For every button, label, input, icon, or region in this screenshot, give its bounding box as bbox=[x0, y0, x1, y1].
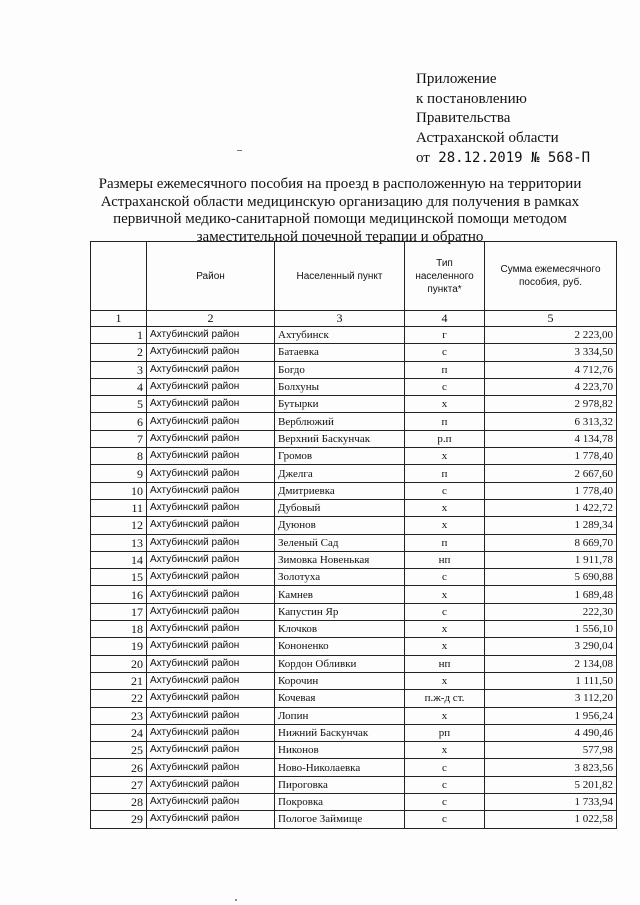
locality-cell: Золотуха bbox=[275, 569, 405, 586]
locality-cell: Пологое Займище bbox=[275, 811, 405, 828]
row-number: 12 bbox=[91, 517, 147, 534]
table-row bbox=[91, 361, 617, 378]
row-number: 27 bbox=[91, 776, 147, 793]
locality-type-cell: с bbox=[405, 344, 485, 361]
district-cell: Ахтубинский район bbox=[147, 551, 275, 568]
district-cell: Ахтубинский район bbox=[147, 448, 275, 465]
locality-cell: Капустин Яр bbox=[275, 603, 405, 620]
table-row bbox=[91, 621, 617, 638]
title-line: заместительной почечной терапии и обратно bbox=[196, 228, 484, 245]
district-cell: Ахтубинский район bbox=[147, 724, 275, 741]
locality-cell: Камнев bbox=[275, 586, 405, 603]
column-number-row bbox=[91, 311, 617, 327]
locality-type-cell: с bbox=[405, 759, 485, 776]
district-cell: Ахтубинский район bbox=[147, 534, 275, 551]
table-row bbox=[91, 707, 617, 724]
table-row bbox=[91, 499, 617, 516]
amount-cell: 1 289,34 bbox=[485, 517, 617, 534]
locality-cell: Бутырки bbox=[275, 396, 405, 413]
title-line: Размеры ежемесячного пособия на проезд в расположенную на территории bbox=[98, 176, 582, 192]
row-number: 3 bbox=[91, 361, 147, 378]
amount-cell: 1 733,94 bbox=[485, 794, 617, 811]
district-cell: Ахтубинский район bbox=[147, 430, 275, 447]
district-cell: Ахтубинский район bbox=[147, 672, 275, 689]
locality-cell: Клочков bbox=[275, 621, 405, 638]
amount-cell: 4 134,78 bbox=[485, 430, 617, 447]
attachment-line: Приложение bbox=[416, 71, 497, 87]
locality-cell: Дмитриевка bbox=[275, 482, 405, 499]
locality-type-cell: х bbox=[405, 517, 485, 534]
row-number: 17 bbox=[91, 603, 147, 620]
locality-type-cell: п.ж-д ст. bbox=[405, 690, 485, 707]
table-row bbox=[91, 569, 617, 586]
district-cell: Ахтубинский район bbox=[147, 655, 275, 672]
locality-cell: Нижний Баскунчак bbox=[275, 724, 405, 741]
table-row bbox=[91, 551, 617, 568]
amount-cell: 5 690,88 bbox=[485, 569, 617, 586]
district-cell: Ахтубинский район bbox=[147, 794, 275, 811]
amount-cell: 1 022,58 bbox=[485, 811, 617, 828]
district-cell: Ахтубинский район bbox=[147, 603, 275, 620]
district-cell: Ахтубинский район bbox=[147, 586, 275, 603]
locality-type-cell: п bbox=[405, 413, 485, 430]
locality-cell: Болхуны bbox=[275, 378, 405, 395]
district-cell: Ахтубинский район bbox=[147, 465, 275, 482]
locality-cell: Зимовка Новенькая bbox=[275, 551, 405, 568]
locality-type-cell: х bbox=[405, 672, 485, 689]
district-cell: Ахтубинский район bbox=[147, 707, 275, 724]
row-number: 10 bbox=[91, 482, 147, 499]
locality-cell: Кочевая bbox=[275, 690, 405, 707]
column-number: 2 bbox=[147, 311, 275, 327]
locality-cell: Лопин bbox=[275, 707, 405, 724]
amount-cell: 3 334,50 bbox=[485, 344, 617, 361]
locality-type-cell: х bbox=[405, 586, 485, 603]
locality-cell: Ново-Николаевка bbox=[275, 759, 405, 776]
table-row bbox=[91, 655, 617, 672]
amount-cell: 1 778,40 bbox=[485, 448, 617, 465]
header-cell-locality: Населенный пункт bbox=[275, 242, 405, 311]
district-cell: Ахтубинский район bbox=[147, 361, 275, 378]
locality-type-cell: с bbox=[405, 378, 485, 395]
row-number: 1 bbox=[91, 327, 147, 344]
table-row bbox=[91, 327, 617, 344]
table-row bbox=[91, 690, 617, 707]
resolution-date-line bbox=[416, 149, 626, 169]
locality-cell: Зеленый Сад bbox=[275, 534, 405, 551]
locality-cell: Верхний Баскунчак bbox=[275, 430, 405, 447]
row-number: 25 bbox=[91, 742, 147, 759]
amount-cell: 1 911,78 bbox=[485, 551, 617, 568]
locality-type-cell: п bbox=[405, 361, 485, 378]
amount-cell: 222,30 bbox=[485, 603, 617, 620]
district-cell: Ахтубинский район bbox=[147, 344, 275, 361]
locality-type-cell: п bbox=[405, 534, 485, 551]
row-number: 16 bbox=[91, 586, 147, 603]
amount-cell: 1 956,24 bbox=[485, 707, 617, 724]
table-row bbox=[91, 776, 617, 793]
locality-cell: Дуюнов bbox=[275, 517, 405, 534]
locality-cell: Покровка bbox=[275, 794, 405, 811]
locality-type-cell: п bbox=[405, 465, 485, 482]
scan-mark bbox=[237, 150, 242, 151]
header-cell-district: Район bbox=[147, 242, 275, 311]
locality-cell: Громов bbox=[275, 448, 405, 465]
row-number: 18 bbox=[91, 621, 147, 638]
amount-cell: 2 223,00 bbox=[485, 327, 617, 344]
locality-type-cell: г bbox=[405, 327, 485, 344]
locality-type-cell: х bbox=[405, 448, 485, 465]
locality-type-cell: рп bbox=[405, 724, 485, 741]
row-number: 26 bbox=[91, 759, 147, 776]
row-number: 24 bbox=[91, 724, 147, 741]
locality-cell: Кордон Обливки bbox=[275, 655, 405, 672]
amount-cell: 577,98 bbox=[485, 742, 617, 759]
amount-cell: 4 712,76 bbox=[485, 361, 617, 378]
row-number: 13 bbox=[91, 534, 147, 551]
locality-type-cell: с bbox=[405, 776, 485, 793]
district-cell: Ахтубинский район bbox=[147, 499, 275, 516]
district-cell: Ахтубинский район bbox=[147, 327, 275, 344]
row-number: 8 bbox=[91, 448, 147, 465]
locality-type-cell: х bbox=[405, 707, 485, 724]
amount-cell: 2 667,60 bbox=[485, 465, 617, 482]
locality-type-cell: с bbox=[405, 603, 485, 620]
district-cell: Ахтубинский район bbox=[147, 638, 275, 655]
locality-type-cell: х bbox=[405, 396, 485, 413]
amount-cell: 4 490,46 bbox=[485, 724, 617, 741]
locality-type-cell: х bbox=[405, 638, 485, 655]
district-cell: Ахтубинский район bbox=[147, 776, 275, 793]
locality-type-cell: нп bbox=[405, 551, 485, 568]
title-line: Астраханской области медицинскую организацию для получения в рамках bbox=[100, 193, 580, 210]
locality-cell: Корочин bbox=[275, 672, 405, 689]
table-row bbox=[91, 448, 617, 465]
document-title bbox=[80, 176, 600, 246]
locality-cell: Никонов bbox=[275, 742, 405, 759]
row-number: 11 bbox=[91, 499, 147, 516]
amount-cell: 6 313,32 bbox=[485, 413, 617, 430]
header-cell-number bbox=[91, 242, 147, 311]
table-row bbox=[91, 811, 617, 828]
table-row bbox=[91, 396, 617, 413]
district-cell: Ахтубинский район bbox=[147, 396, 275, 413]
amount-cell: 3 290,04 bbox=[485, 638, 617, 655]
amount-cell: 3 823,56 bbox=[485, 759, 617, 776]
amount-cell: 2 134,08 bbox=[485, 655, 617, 672]
row-number: 5 bbox=[91, 396, 147, 413]
locality-type-cell: р.п bbox=[405, 430, 485, 447]
district-cell: Ахтубинский район bbox=[147, 759, 275, 776]
row-number: 21 bbox=[91, 672, 147, 689]
row-number: 7 bbox=[91, 430, 147, 447]
locality-type-cell: х bbox=[405, 742, 485, 759]
amount-cell: 3 112,20 bbox=[485, 690, 617, 707]
amount-cell: 4 223,70 bbox=[485, 378, 617, 395]
header-row bbox=[91, 242, 617, 311]
table-row bbox=[91, 638, 617, 655]
column-number: 3 bbox=[275, 311, 405, 327]
row-number: 19 bbox=[91, 638, 147, 655]
allowance-table bbox=[90, 241, 617, 829]
locality-type-cell: с bbox=[405, 482, 485, 499]
table-row bbox=[91, 465, 617, 482]
locality-cell: Дубовый bbox=[275, 499, 405, 516]
amount-cell: 1 556,10 bbox=[485, 621, 617, 638]
locality-type-cell: х bbox=[405, 499, 485, 516]
table-row bbox=[91, 586, 617, 603]
amount-cell: 1 689,48 bbox=[485, 586, 617, 603]
attachment-block bbox=[416, 70, 626, 169]
amount-cell: 1 422,72 bbox=[485, 499, 617, 516]
locality-cell: Кононенко bbox=[275, 638, 405, 655]
table-row bbox=[91, 742, 617, 759]
row-number: 20 bbox=[91, 655, 147, 672]
district-cell: Ахтубинский район bbox=[147, 621, 275, 638]
district-cell: Ахтубинский район bbox=[147, 517, 275, 534]
row-number: 22 bbox=[91, 690, 147, 707]
district-cell: Ахтубинский район bbox=[147, 413, 275, 430]
date-label: от bbox=[416, 150, 430, 166]
table-row bbox=[91, 344, 617, 361]
table-row bbox=[91, 759, 617, 776]
row-number: 15 bbox=[91, 569, 147, 586]
table-row bbox=[91, 378, 617, 395]
title-line: первичной медико-санитарной помощи медицинской помощи методом bbox=[113, 211, 567, 227]
table-row bbox=[91, 724, 617, 741]
amount-cell: 2 978,82 bbox=[485, 396, 617, 413]
table-row bbox=[91, 430, 617, 447]
district-cell: Ахтубинский район bbox=[147, 378, 275, 395]
table-row bbox=[91, 482, 617, 499]
row-number: 23 bbox=[91, 707, 147, 724]
amount-cell: 8 669,70 bbox=[485, 534, 617, 551]
attachment-line: Астраханской области bbox=[416, 129, 559, 146]
header-cell-locality-type: Тип населенного пункта* bbox=[405, 242, 485, 311]
row-number: 29 bbox=[91, 811, 147, 828]
locality-type-cell: с bbox=[405, 811, 485, 828]
locality-cell: Пироговка bbox=[275, 776, 405, 793]
attachment-line: Правительства bbox=[416, 110, 511, 126]
column-number: 5 bbox=[485, 311, 617, 327]
locality-cell: Верблюжий bbox=[275, 413, 405, 430]
locality-cell: Джелга bbox=[275, 465, 405, 482]
locality-type-cell: с bbox=[405, 569, 485, 586]
table-row bbox=[91, 672, 617, 689]
row-number: 4 bbox=[91, 378, 147, 395]
table-row bbox=[91, 603, 617, 620]
locality-type-cell: нп bbox=[405, 655, 485, 672]
amount-cell: 5 201,82 bbox=[485, 776, 617, 793]
district-cell: Ахтубинский район bbox=[147, 569, 275, 586]
district-cell: Ахтубинский район bbox=[147, 690, 275, 707]
row-number: 6 bbox=[91, 413, 147, 430]
table-row bbox=[91, 517, 617, 534]
table-row bbox=[91, 534, 617, 551]
header-cell-amount: Сумма ежемесячного пособия, руб. bbox=[485, 242, 617, 311]
amount-cell: 1 778,40 bbox=[485, 482, 617, 499]
row-number: 28 bbox=[91, 794, 147, 811]
table-row bbox=[91, 794, 617, 811]
district-cell: Ахтубинский район bbox=[147, 811, 275, 828]
locality-cell: Ахтубинск bbox=[275, 327, 405, 344]
district-cell: Ахтубинский район bbox=[147, 482, 275, 499]
row-number: 14 bbox=[91, 551, 147, 568]
district-cell: Ахтубинский район bbox=[147, 742, 275, 759]
attachment-line: к постановлению bbox=[416, 90, 527, 107]
table-row bbox=[91, 413, 617, 430]
amount-cell: 1 111,50 bbox=[485, 672, 617, 689]
row-number: 2 bbox=[91, 344, 147, 361]
locality-cell: Богдо bbox=[275, 361, 405, 378]
column-number: 4 bbox=[405, 311, 485, 327]
column-number: 1 bbox=[91, 311, 147, 327]
scan-mark bbox=[235, 899, 237, 901]
locality-type-cell: с bbox=[405, 794, 485, 811]
date-number: 28.12.2019 № 568-П bbox=[438, 150, 591, 166]
row-number: 9 bbox=[91, 465, 147, 482]
locality-type-cell: х bbox=[405, 621, 485, 638]
locality-cell: Батаевка bbox=[275, 344, 405, 361]
